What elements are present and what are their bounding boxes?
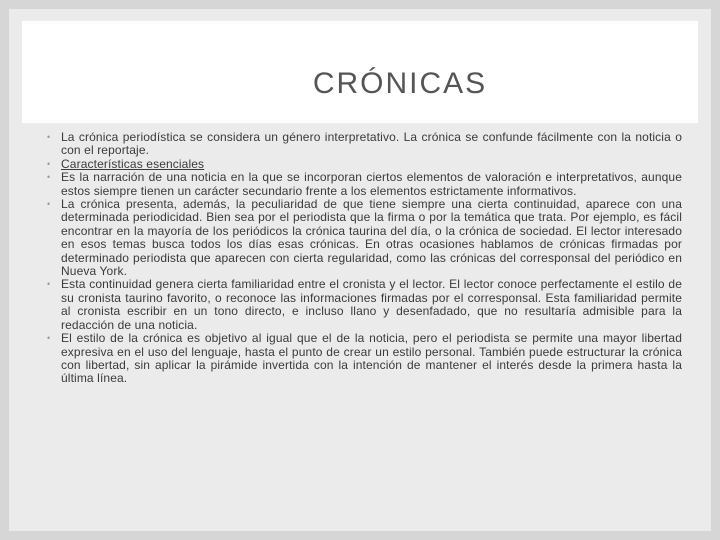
bullet-text-subheading: Características esenciales — [61, 156, 205, 171]
bullet-item — [47, 170, 682, 198]
bullet-icon: • — [47, 199, 51, 210]
bullet-list — [47, 130, 682, 386]
bullet-icon: • — [47, 279, 51, 290]
bullet-text: El estilo de la crónica es objetivo al igual que el de la noticia, pero el periodista se permite una mayor libertad expresiva en el uso del lenguaje, hasta el punto de crear un estilo personal. También puede estructurar la crónica con libertad, sin aplicar la pirámide invertida con la intención de mantener el interés desde la primera hasta la última línea. — [61, 331, 682, 386]
bullet-icon: • — [47, 158, 51, 169]
bullet-text: Esta continuidad genera cierta familiaridad entre el cronista y el lector. El lector conoce perfectamente el estilo de su cronista taurino favorito, o reconoce las informaciones firmadas por el corresponsal. Esta familiaridad permite al cronista escribir en un tono directo, e incluso llano y desenfadado, que no resultaría admisible para la redacción de una noticia. — [61, 277, 682, 332]
bullet-icon: • — [47, 333, 51, 344]
bullet-item — [47, 197, 682, 279]
bullet-text: La crónica presenta, además, la peculiaridad de que tiene siempre una cierta continuidad, aparece con una determinada periodicidad. Bien sea por el periodista que la firma o por la temática que trata. Por ejemplo, es fácil encontrar en la mayoría de los periódicos la crónica taurina del día, o la crónica de sociedad. El lector interesado en esos temas busca todos los días esas crónicas. En otras ocasiones hablamos de crónicas firmadas por determinado periodista que aparecen con cierta regularidad, como las crónicas del corresponsal del periódico en Nueva York. — [61, 197, 682, 279]
bullet-item — [47, 130, 682, 158]
bullet-text: Es la narración de una noticia en la que se incorporan ciertos elementos de valoración e interpretativos, aunque estos siempre tienen un carácter secundario frente a los elementos estrictamente informativos. — [61, 170, 682, 198]
bullet-item — [47, 331, 682, 386]
bullet-icon: • — [47, 132, 51, 142]
slide-title: CRÓNICAS — [312, 67, 488, 100]
bullet-item — [47, 277, 682, 332]
title-box — [22, 21, 698, 123]
bullet-icon: • — [47, 172, 51, 183]
bullet-item — [47, 156, 682, 171]
bullet-text: La crónica periodística se considera un género interpretativo. La crónica se confunde fácilmente con la noticia o con el reportaje. — [61, 130, 682, 158]
